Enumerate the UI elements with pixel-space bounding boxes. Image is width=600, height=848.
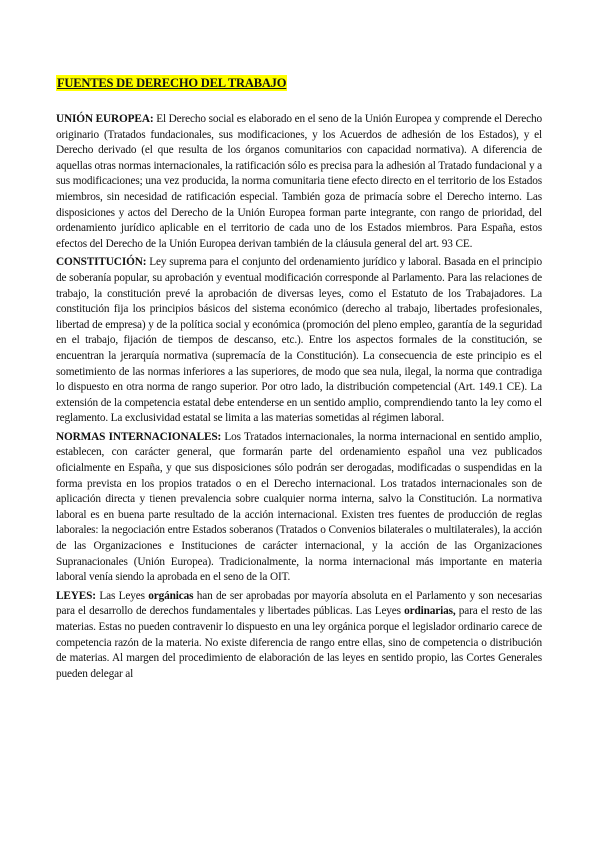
paragraph-leyes [56, 589, 542, 683]
paragraph-text: Ley suprema para el conjunto del ordenamiento jurídico y laboral. Basada en el principio de soberanía popular, su aprobación y eventual modificación corresponde al Parlamento. Para las relaciones de trabajo, la constitución prevé la aprobación de diversas leyes, como el Estatuto de los Trabajadores. La constitución fija los principios básicos del sistema económico (derecho al trabajo, libertades profesionales, libertad de empresa) y de la política social y económica (promoción del pleno empleo, garantía de la seguridad en el trabajo, fijación de tiempos de descanso, etc.). Entre los aspectos formales de la constitución, se encuentran la jerarquía normativa (supremacía de la Constitución). La consecuencia de este principio es el sometimiento de las normas inferiores a las superiores, de modo que sea nula, ilegal, la norma que contradiga lo dispuesto en otra norma de rango superior. Por otro lado, la distribución competencial (Art. 149.1 CE). La extensión de la competencia estatal debe entenderse en un sentido amplio, comprendiendo tanto la ley como el reglamento. La exclusividad estatal se limita a las materias sometidas al régimen laboral. [56, 256, 542, 425]
paragraph-text: para el resto de las materias. Estas no pueden contravenir lo dispuesto en una ley orgánica porque el legislador ordinario carece de competencia razón de la materia. No existe diferencia de rango entre ellas, sino de competencia o distribución de materias. Al margen del procedimiento de elaboración de las leyes en sentido propio, las Cortes Generales pueden delegar al [56, 605, 542, 680]
emphasis-ordinarias: ordinarias, [404, 605, 456, 618]
document-title: FUENTES DE DERECHO DEL TRABAJO [57, 76, 287, 90]
paragraph-text: El Derecho social es elaborado en el seno de la Unión Europea y comprende el Derecho originario (Tratados fundacionales, sus modificaciones, y los Acuerdos de adhesión de los Estados), y el Derecho derivado (el que resulta de los órganos comunitarios con capacidad normativa). A diferencia de aquellas otras normas internacionales, la ratificación sólo es precisa para la adhesión al Tratado fundacional y a sus modificaciones; una vez producida, la norma comunitaria tiene efecto directo en el territorio de los Estados miembros, sin necesidad de ratificación especial. También goza de primacía sobre el Derecho interno. Las disposiciones y actos del Derecho de la Unión Europea forman parte integrante, con rango de prioridad, del ordenamiento jurídico aplicable en el territorio de cada uno de los Estados miembros. Para España, estos efectos del Derecho de la Unión Europea derivan también de la cláusula general del art. 93 CE. [56, 113, 542, 250]
paragraph-heading: NORMAS INTERNACIONALES: [56, 430, 222, 443]
emphasis-organicas: orgánicas [148, 589, 194, 602]
paragraph-normas-internacionales [56, 430, 542, 586]
paragraph-constitucion [56, 255, 542, 427]
paragraph-text: Los Tratados internacionales, la norma internacional en sentido amplio, establecen, con carácter general, que formarán parte del ordenamiento español una vez publicados oficialmente en España, y que sus disposiciones sólo podrán ser derogadas, modificadas o suspendidas en la forma prevista en los propios tratados o en el Derecho internacional. Los tratados internacionales son de aplicación directa y tienen prevalencia sobre cualquier norma interna, salvo la Constitución. La normativa laboral es en buena parte resultado de la acción internacional. Existen tres fuentes de producción de reglas laborales: la negociación entre Estados soberanos (Tratados o Convenios bilaterales o multilaterales), la acción de las Organizaciones e Instituciones de carácter internacional, y la acción de las Organizaciones Supranacionales (Unión Europea). Tradicionalmente, la norma internacional más importante en materia laboral venía siendo la aprobada en el seno de la OIT. [56, 430, 542, 584]
paragraph-heading: LEYES: [56, 589, 96, 602]
paragraph-heading: UNIÓN EUROPEA: [56, 113, 154, 125]
document-body [56, 112, 542, 685]
paragraph-heading: CONSTITUCIÓN: [56, 256, 147, 269]
paragraph-text: han de ser aprobadas por mayoría absoluta en el Parlamento y son necesarias para el desarrollo de derechos fundamentales y libertades públicas. Las Leyes [56, 589, 542, 618]
paragraph-text: Las Leyes [95, 589, 149, 602]
paragraph-union-europea [56, 112, 542, 252]
